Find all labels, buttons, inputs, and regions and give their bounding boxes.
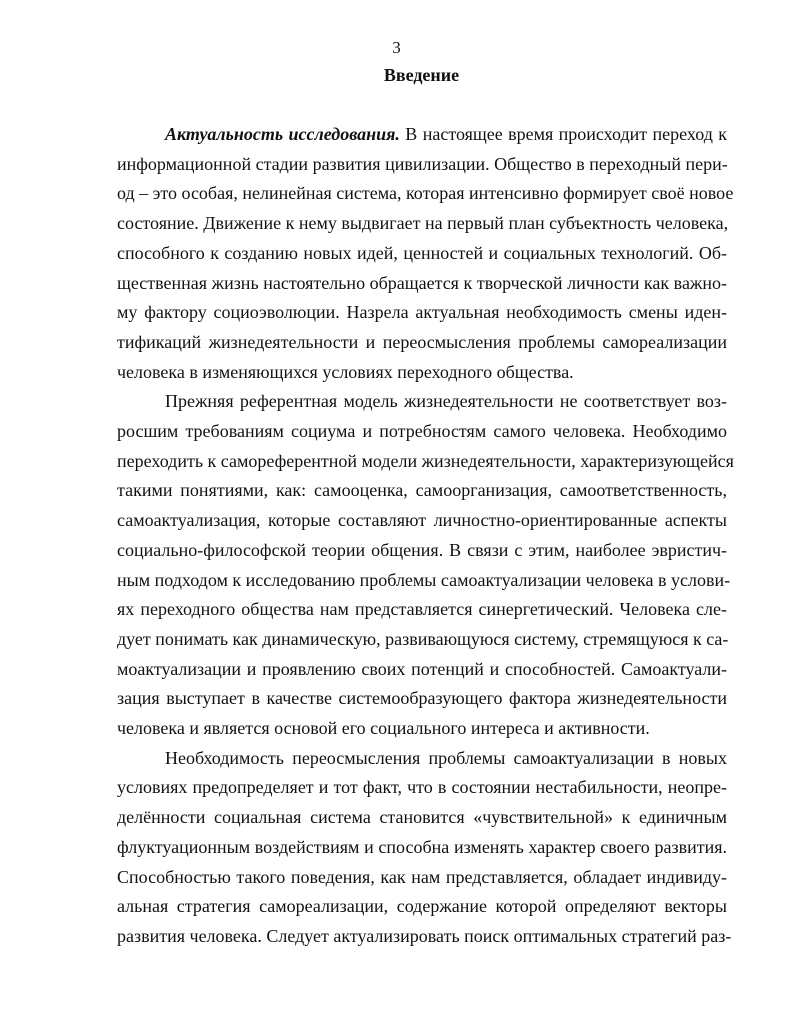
paragraph-line: дует понимать как динамическую, развивающуюся систему, стремящуюся к са-	[117, 628, 729, 649]
paragraph-line: Необходимость переосмысления проблемы самоактуализации в новых	[165, 747, 727, 768]
paragraph-2	[117, 387, 734, 743]
paragraph-line: од – это особая, нелинейная система, которая интенсивно формирует своё новое	[117, 183, 734, 204]
paragraph-line: щественная жизнь настоятельно обращается к творческой личности как важно-	[117, 272, 727, 293]
page-number: 3	[392, 38, 401, 57]
paragraph-3	[117, 744, 732, 952]
section-heading: Введение	[383, 65, 460, 85]
paragraph-line: информационной стадии развития цивилизации. Общество в переходный пери-	[117, 153, 728, 174]
paragraph-line: самоактуализация, которые составляют личностно-ориентированные аспекты	[117, 510, 727, 531]
paragraph-line: такими понятиями, как: самооценка, самоорганизация, самоответственность,	[117, 480, 727, 501]
paragraph-line: способного к созданию новых идей, ценностей и социальных технологий. Об-	[117, 242, 727, 263]
paragraph-line: флуктуационным воздействиям и способна изменять характер своего развития.	[117, 836, 727, 857]
paragraph-line: альная стратегия самореализации, содержание которой определяют векторы	[117, 896, 727, 917]
paragraph-line: делённости социальная система становится «чувствительной» к единичным	[117, 807, 727, 828]
paragraph-line: моактуализации и проявлению своих потенций и способностей. Самоактуали-	[117, 658, 727, 679]
paragraph-line: зация выступает в качестве системообразующего фактора жизнедеятельности	[117, 688, 727, 709]
paragraph-line: Актуальность исследования. В настоящее время происходит переход к	[165, 124, 728, 144]
paragraph-line: ным подходом к исследованию проблемы самоактуализации человека в услови-	[117, 569, 731, 590]
paragraph-line: человека в изменяющихся условиях переходного общества.	[117, 361, 574, 382]
paragraph-line: ях переходного общества нам представляется синергетический. Человека сле-	[117, 599, 727, 620]
paragraph-line: переходить к самореферентной модели жизнедеятельности, характеризующейся	[117, 450, 734, 471]
paragraph-line: Способностью такого поведения, как нам представляется, обладает индивиду-	[117, 866, 727, 887]
paragraph-line: развития человека. Следует актуализировать поиск оптимальных стратегий раз-	[117, 925, 732, 946]
paragraph-line: Прежняя референтная модель жизнедеятельности не соответствует воз-	[165, 391, 727, 412]
paragraph-line: росшим требованиям социума и потребностям самого человека. Необходимо	[117, 421, 727, 442]
paragraph-1	[117, 120, 734, 387]
paragraph-line: состояние. Движение к нему выдвигает на первый план субъектность человека,	[117, 213, 729, 234]
body-text	[117, 120, 734, 952]
paragraph-line: тификаций жизнедеятельности и переосмысления проблемы самореализации	[117, 331, 727, 352]
paragraph-line: условиях предопределяет и тот факт, что в состоянии нестабильности, неопре-	[117, 777, 727, 798]
paragraph-line: му фактору социоэволюции. Назрела актуальная необходимость смены иден-	[117, 302, 727, 323]
paragraph-line: человека и является основой его социального интереса и активности.	[117, 718, 650, 739]
lead-phrase: Актуальность исследования.	[165, 124, 400, 144]
paragraph-line: социально-философской теории общения. В связи с этим, наиболее эвристич-	[117, 539, 727, 560]
